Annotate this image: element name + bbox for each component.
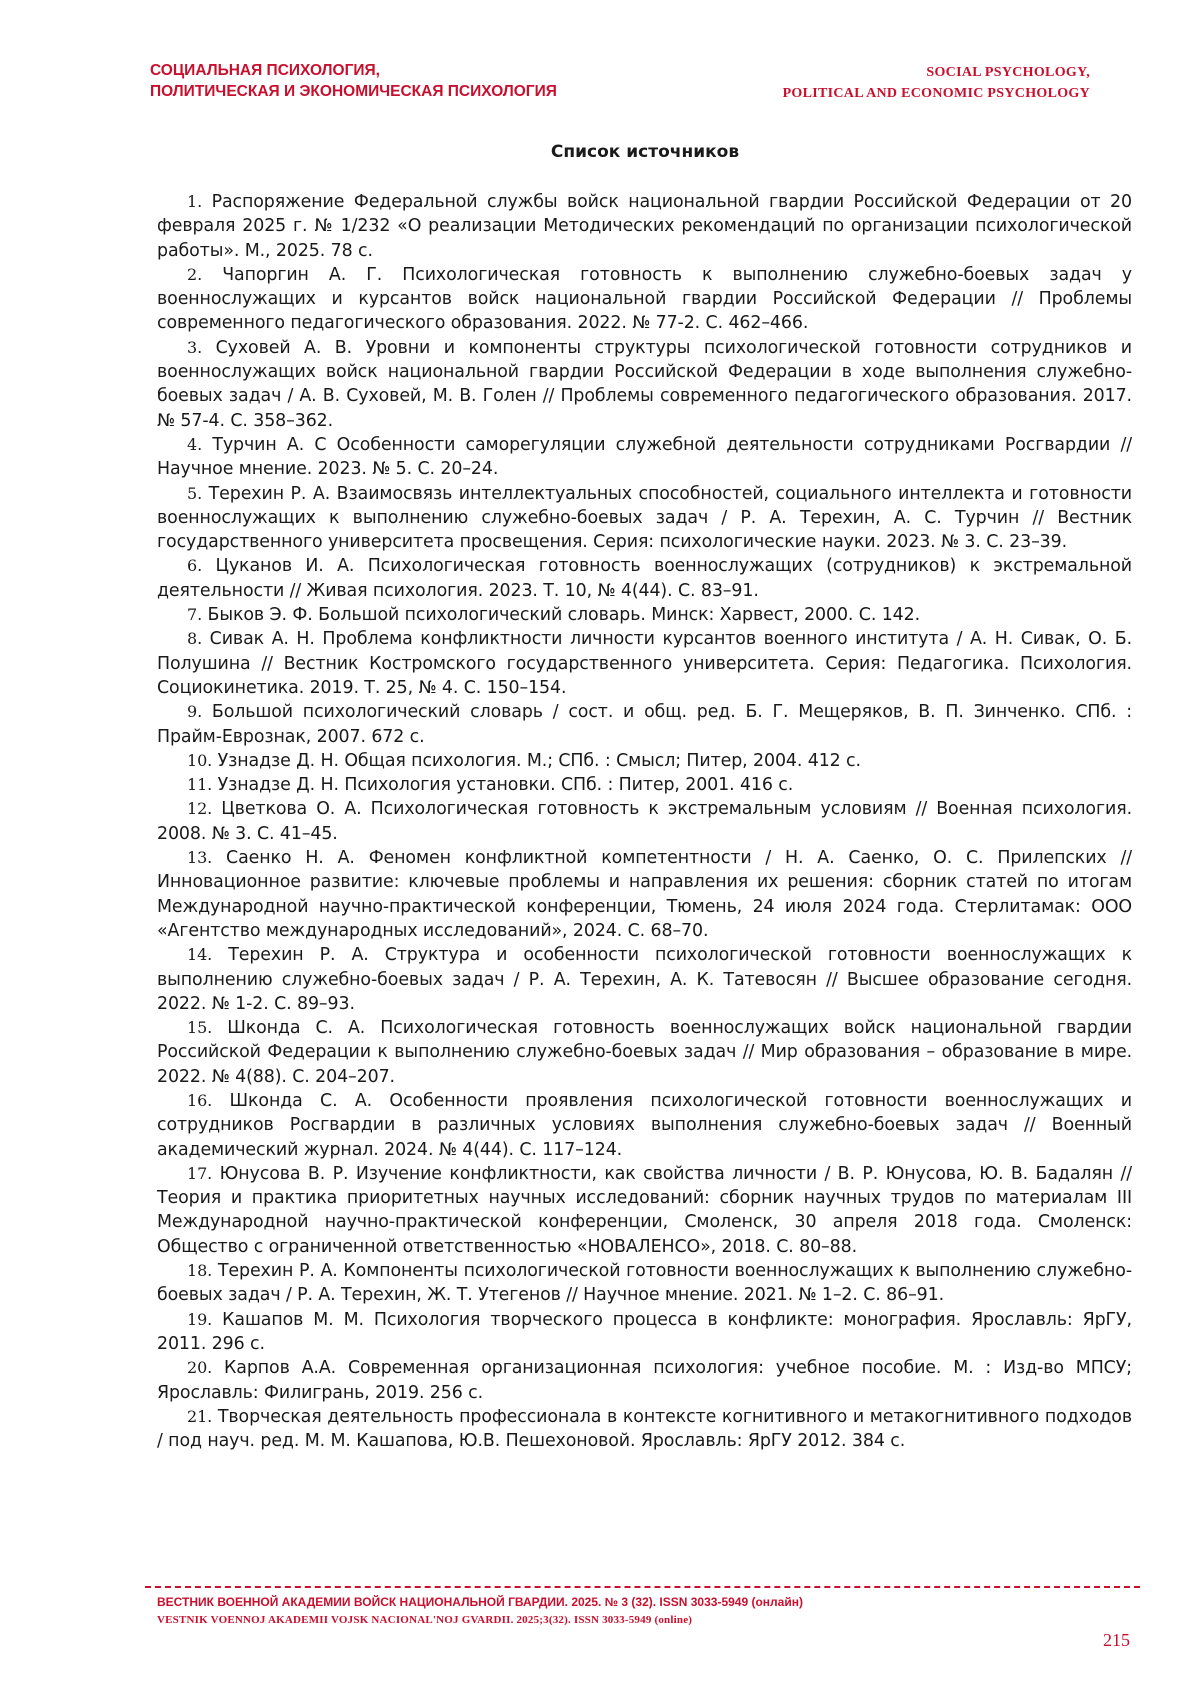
reference-number: 16. xyxy=(187,1090,213,1110)
reference-text: Кашапов М. М. Психология творческого процесса в конфликте: монография. Ярославль: ЯрГУ, 2011. 296 с. xyxy=(157,1309,1132,1354)
reference-number: 2. xyxy=(187,264,203,284)
reference-item xyxy=(157,797,1132,846)
reference-item xyxy=(157,336,1132,433)
header-section-title-en xyxy=(783,62,1090,104)
reference-text: Шконда С. А. Особенности проявления психологической готовности военнослужащих и сотрудников Росгвардии в различных условиях выполнения служебно-боевых задач // Военный академический журнал. 2024. № 4(44). С. 117–124. xyxy=(157,1090,1132,1160)
reference-item xyxy=(157,1308,1132,1357)
reference-text: Быков Э. Ф. Большой психологический словарь. Минск: Харвест, 2000. С. 142. xyxy=(207,605,921,626)
reference-text: Узнадзе Д. Н. Общая психология. М.; СПб. : Смысл; Питер, 2004. 412 с. xyxy=(217,750,861,771)
reference-text: Терехин Р. А. Структура и особенности психологической готовности военнослужащих к выполнению служебно-боевых задач / Р. А. Терехин, А. К. Татевосян // Высшее образование сегодня. 2022. № 1-2. С. 89–93. xyxy=(157,945,1132,1014)
reference-item xyxy=(157,433,1132,482)
header-right-line1: SOCIAL PSYCHOLOGY, xyxy=(926,65,1090,80)
reference-item xyxy=(157,554,1132,603)
reference-text: Юнусова В. Р. Изучение конфликтности, как свойства личности / В. Р. Юнусова, Ю. В. Бадалян // Теория и практика приоритетных научных исследований: сборник научных трудов по материалам III Международной научно-практической конференции, Смоленск, 30 апреля 2018 года. Смоленск: Общество с ограниченной ответственностью «НОВАЛЕНСО», 2018. С. 80–88. xyxy=(157,1163,1132,1257)
reference-number: 15. xyxy=(187,1018,213,1038)
reference-number: 14. xyxy=(187,945,213,965)
reference-number: 5. xyxy=(187,483,203,503)
reference-number: 9. xyxy=(187,702,203,722)
reference-text: Сивак А. Н. Проблема конфликтности личности курсантов военного института / А. Н. Сивак, О. Б. Полушина // Вестник Костромского государственного университета. Серия: Педагогика. Психология. Социокинетика. 2019. Т. 25, № 4. С. 150–154. xyxy=(157,629,1132,698)
reference-number: 12. xyxy=(187,799,213,819)
header-section-title-ru xyxy=(150,60,557,102)
reference-text: Шконда С. А. Психологическая готовность военнослужащих войск национальной гвардии Российской Федерации к выполнению служебно-боевых задач // Мир образования – образование в мире. 2022. № 4(88). С. 204–207. xyxy=(157,1018,1132,1087)
reference-item xyxy=(157,627,1132,700)
reference-number: 6. xyxy=(187,556,203,576)
reference-item xyxy=(157,482,1132,555)
header-right-line2: POLITICAL AND ECONOMIC PSYCHOLOGY xyxy=(782,86,1090,101)
reference-number: 19. xyxy=(187,1309,213,1329)
reference-text: Суховей А. В. Уровни и компоненты структуры психологической готовности сотрудников и военнослужащих войск национальной гвардии Российской Федерации в ходе выполнения служебно-боевых задач / А. В. Суховей, М. В. Голен // Проблемы современного педагогического образования. 2017. № 57-4. С. 358–362. xyxy=(157,337,1132,431)
reference-text: Чапоргин А. Г. Психологическая готовность к выполнению служебно-боевых задач у военнослужащих и курсантов войск национальной гвардии Российской Федерации // Проблемы современного педагогического образования. 2022. № 77-2. С. 462–466. xyxy=(157,264,1132,334)
reference-item xyxy=(157,1162,1132,1259)
footer-divider xyxy=(145,1586,1140,1588)
reference-list xyxy=(157,190,1132,1453)
reference-item xyxy=(157,263,1132,336)
reference-number: 20. xyxy=(187,1358,213,1378)
reference-text: Творческая деятельность профессионала в контексте когнитивного и метакогнитивного подходов / под науч. ред. М. М. Кашапова, Ю.В. Пешехоновой. Ярославль: ЯрГУ 2012. 384 с. xyxy=(157,1406,1132,1452)
reference-number: 10. xyxy=(187,750,213,770)
reference-number: 17. xyxy=(187,1163,213,1183)
reference-text: Цуканов И. А. Психологическая готовность военнослужащих (сотрудников) к экстремальной деятельности // Живая психология. 2023. Т. 10, № 4(44). С. 83–91. xyxy=(157,556,1132,601)
reference-item xyxy=(157,773,1132,797)
reference-number: 8. xyxy=(187,629,203,649)
reference-text: Саенко Н. А. Феномен конфликтной компетентности / Н. А. Саенко, О. С. Прилепских // Инновационное развитие: ключевые проблемы и направления их решения: сборник статей по итогам Международной научно-практической конференции, Тюмень, 24 июля 2024 года. Стерлитамак: ООО «Агентство международных исследований», 2024. С. 68–70. xyxy=(157,848,1132,941)
header-left-line1: СОЦИАЛЬНАЯ ПСИХОЛОГИЯ, xyxy=(150,62,380,79)
reference-number: 13. xyxy=(187,848,213,868)
reference-text: Турчин А. С Особенности саморегуляции служебной деятельности сотрудниками Росгвардии // Научное мнение. 2023. № 5. С. 20–24. xyxy=(157,434,1132,480)
reference-number: 21. xyxy=(187,1406,213,1426)
page-number: 215 xyxy=(1103,1630,1130,1650)
header-left-line2: ПОЛИТИЧЕСКАЯ И ЭКОНОМИЧЕСКАЯ ПСИХОЛОГИЯ xyxy=(150,83,557,100)
reference-text: Терехин Р. А. Компоненты психологической готовности военнослужащих к выполнению служебно-боевых задач / Р. А. Терехин, Ж. Т. Утегенов // Научное мнение. 2021. № 1–2. С. 86–91. xyxy=(157,1261,1132,1306)
reference-item xyxy=(157,1016,1132,1089)
footer-journal-en: VESTNIK VOENNOJ AKADEMII VOJSK NACIONAL'NOJ GVARDII. 2025;3(32). ISSN 3033-5949 (online) xyxy=(157,1614,693,1626)
reference-item xyxy=(157,700,1132,749)
reference-item xyxy=(157,846,1132,943)
reference-number: 18. xyxy=(187,1261,213,1281)
reference-number: 1. xyxy=(187,192,203,211)
reference-text: Цветкова О. А. Психологическая готовность к экстремальным условиям // Военная психология. 2008. № 3. С. 41–45. xyxy=(157,799,1133,844)
reference-text: Карпов А.А. Современная организационная психология: учебное пособие. М. : Изд-во МПСУ; Ярославль: Филигрань, 2019. 256 с. xyxy=(157,1358,1132,1403)
reference-number: 4. xyxy=(187,434,203,454)
reference-item xyxy=(157,749,1132,773)
reference-text: Распоряжение Федеральной службы войск национальной гвардии Российской Федерации от 20 февраля 2025 г. № 1/232 «О реализации Методических рекомендаций по организации психологической работы». М., 2025. 78 с. xyxy=(157,192,1132,261)
reference-item xyxy=(157,1089,1132,1162)
reference-item xyxy=(157,1356,1132,1405)
reference-text: Узнадзе Д. Н. Психология установки. СПб. : Питер, 2001. 416 с. xyxy=(217,775,794,796)
page-title: Список источников xyxy=(550,142,740,162)
reference-item xyxy=(157,1405,1132,1454)
reference-number: 3. xyxy=(187,337,203,357)
reference-item xyxy=(157,603,1132,627)
reference-item xyxy=(157,1259,1132,1308)
reference-text: Большой психологический словарь / сост. и общ. ред. Б. Г. Мещеряков, В. П. Зинченко. СПб. : Прайм-Еврознак, 2007. 672 с. xyxy=(157,702,1132,747)
footer-journal-ru: ВЕСТНИК ВОЕННОЙ АКАДЕМИИ ВОЙСК НАЦИОНАЛЬНОЙ ГВАРДИИ. 2025. № 3 (32). ISSN 3033-5949 (онлайн) xyxy=(157,1595,803,1609)
reference-item xyxy=(157,943,1132,1016)
reference-item xyxy=(157,190,1132,263)
reference-number: 11. xyxy=(187,775,213,795)
reference-text: Терехин Р. А. Взаимосвязь интеллектуальных способностей, социального интеллекта и готовности военнослужащих к выполнению служебно-боевых задач / Р. А. Терехин, А. С. Турчин // Вестник государственного университета просвещения. Серия: психологические науки. 2023. № 3. С. 23–39. xyxy=(157,483,1132,553)
reference-number: 7. xyxy=(187,605,203,625)
